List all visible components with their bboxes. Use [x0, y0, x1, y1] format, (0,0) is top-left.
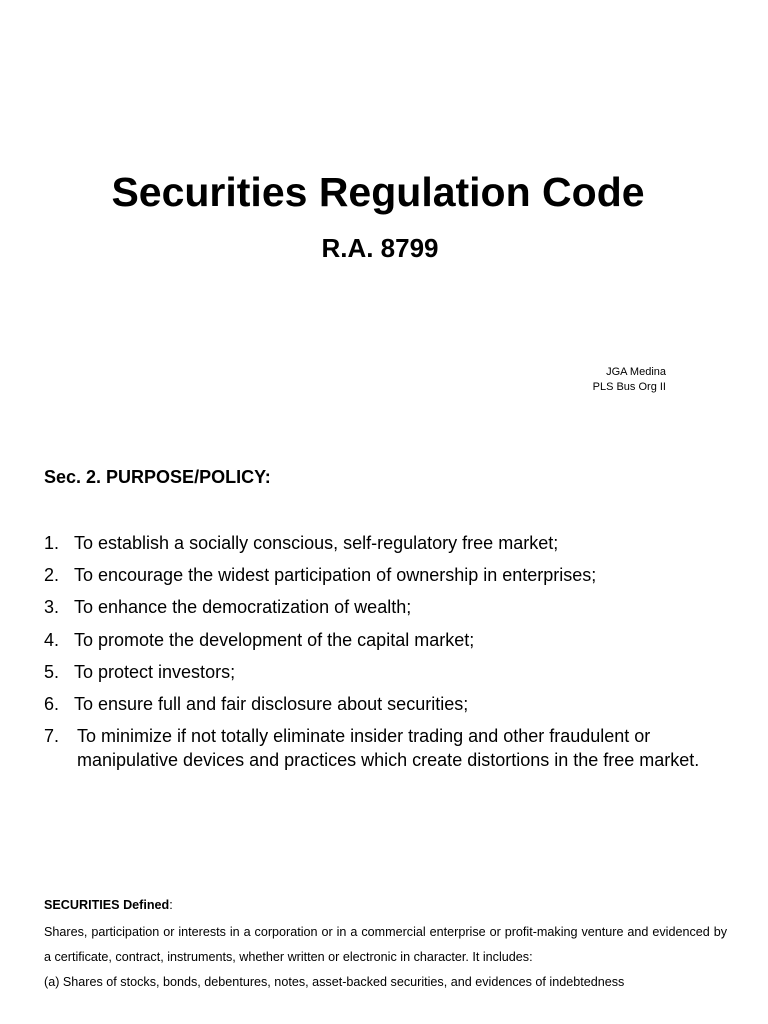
purpose-text: To ensure full and fair disclosure about securities; [74, 694, 469, 715]
securities-item-a: (a) Shares of stocks, bonds, debentures, notes, asset-backed securities, and evidences of indebtedness [44, 975, 625, 989]
purpose-number: 5. [44, 661, 60, 682]
document-title: Securities Regulation Code [111, 169, 645, 215]
purpose-item [44, 688, 734, 720]
purpose-number: 4. [44, 629, 60, 650]
securities-heading-line [44, 893, 727, 918]
purpose-text: To encourage the widest participation of ownership in enterprises; [74, 565, 597, 586]
securities-definition [44, 893, 727, 995]
securities-heading-colon: : [169, 898, 173, 912]
securities-body: Shares, participation or interests in a corporation or in a commercial enterprise or profit-making venture and evidenced by a certificate, contract, instruments, whether written or electronic in character. It includes: [44, 925, 727, 964]
purpose-text: To protect investors; [74, 661, 236, 682]
purpose-item [44, 559, 734, 591]
author-name: JGA Medina [606, 366, 666, 378]
purpose-list [44, 527, 734, 772]
purpose-number: 6. [44, 694, 60, 715]
securities-heading: SECURITIES Defined [44, 898, 170, 912]
purpose-number: 2. [44, 565, 60, 586]
purpose-number: 7. [44, 726, 60, 747]
author-block [593, 365, 666, 395]
purpose-item [44, 527, 734, 559]
purpose-item [44, 656, 734, 688]
purpose-item [44, 724, 734, 772]
purpose-number: 3. [44, 597, 60, 618]
purpose-item [44, 624, 734, 656]
section-heading: Sec. 2. PURPOSE/POLICY: [44, 467, 271, 487]
purpose-text: To promote the development of the capital market; [74, 629, 475, 650]
purpose-text: To establish a socially conscious, self-regulatory free market; [74, 533, 559, 553]
purpose-item [44, 591, 734, 623]
author-course: PLS Bus Org II [592, 381, 666, 393]
document-subtitle: R.A. 8799 [321, 233, 439, 263]
purpose-number: 1. [44, 533, 60, 553]
purpose-text: To minimize if not totally eliminate insider trading and other fraudulent or manipulative devices and practices which create distortions in the free market. [77, 726, 700, 771]
purpose-text: To enhance the democratization of wealth; [74, 597, 412, 618]
